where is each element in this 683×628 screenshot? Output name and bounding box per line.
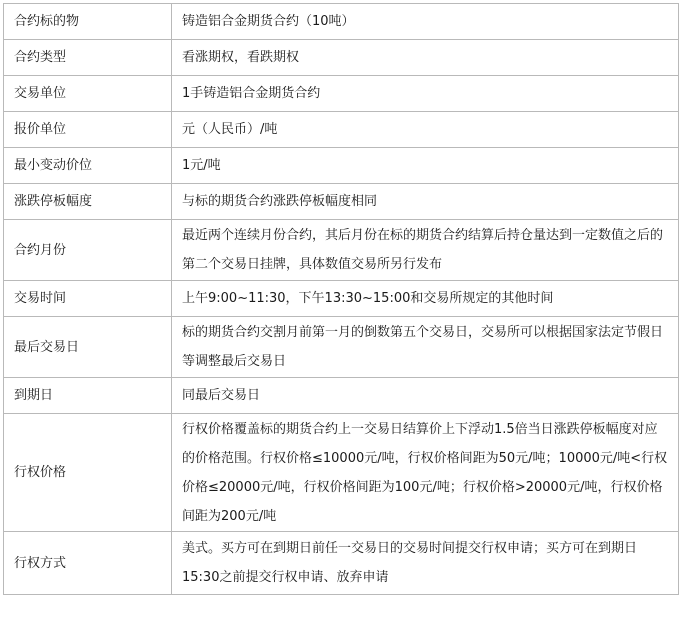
row-value: 最近两个连续月份合约，其后月份在标的期货合约结算后持仓量达到一定数值之后的第二个交易日挂牌，具体数值交易所另行发布 xyxy=(172,220,679,281)
row-value: 标的期货合约交割月前第一月的倒数第五个交易日，交易所可以根据国家法定节假日等调整最后交易日 xyxy=(172,317,679,378)
table-row xyxy=(4,220,679,281)
row-label: 涨跌停板幅度 xyxy=(4,184,172,220)
row-label: 交易单位 xyxy=(4,76,172,112)
row-value: 与标的期货合约涨跌停板幅度相同 xyxy=(172,184,679,220)
row-label: 最后交易日 xyxy=(4,317,172,378)
row-label: 交易时间 xyxy=(4,281,172,317)
table-row xyxy=(4,281,679,317)
table-row xyxy=(4,414,679,532)
table-row xyxy=(4,532,679,595)
row-label: 到期日 xyxy=(4,378,172,414)
row-label: 报价单位 xyxy=(4,112,172,148)
row-value: 1元/吨 xyxy=(172,148,679,184)
row-value: 美式。买方可在到期日前任一交易日的交易时间提交行权申请；买方可在到期日15:30之前提交行权申请、放弃申请 xyxy=(172,532,679,595)
table-row xyxy=(4,40,679,76)
row-label: 合约类型 xyxy=(4,40,172,76)
table-row xyxy=(4,4,679,40)
row-label: 最小变动价位 xyxy=(4,148,172,184)
table-row xyxy=(4,76,679,112)
row-label: 行权方式 xyxy=(4,532,172,595)
row-value: 行权价格覆盖标的期货合约上一交易日结算价上下浮动1.5倍当日涨跌停板幅度对应的价格范围。行权价格≤10000元/吨，行权价格间距为50元/吨；10000元/吨<行权价格≤20000元/吨，行权价格间距为100元/吨；行权价格>20000元/吨，行权价格间距为200元/吨 xyxy=(172,414,679,532)
row-value: 1手铸造铝合金期货合约 xyxy=(172,76,679,112)
row-value: 铸造铝合金期货合约（10吨） xyxy=(172,4,679,40)
table-row xyxy=(4,112,679,148)
table-row xyxy=(4,378,679,414)
row-label: 行权价格 xyxy=(4,414,172,532)
row-value: 上午9:00~11:30，下午13:30~15:00和交易所规定的其他时间 xyxy=(172,281,679,317)
table-row xyxy=(4,148,679,184)
row-value: 看涨期权，看跌期权 xyxy=(172,40,679,76)
row-label: 合约月份 xyxy=(4,220,172,281)
contract-spec-table xyxy=(3,3,679,595)
row-label: 合约标的物 xyxy=(4,4,172,40)
row-value: 同最后交易日 xyxy=(172,378,679,414)
row-value: 元（人民币）/吨 xyxy=(172,112,679,148)
table-row xyxy=(4,184,679,220)
table-row xyxy=(4,317,679,378)
